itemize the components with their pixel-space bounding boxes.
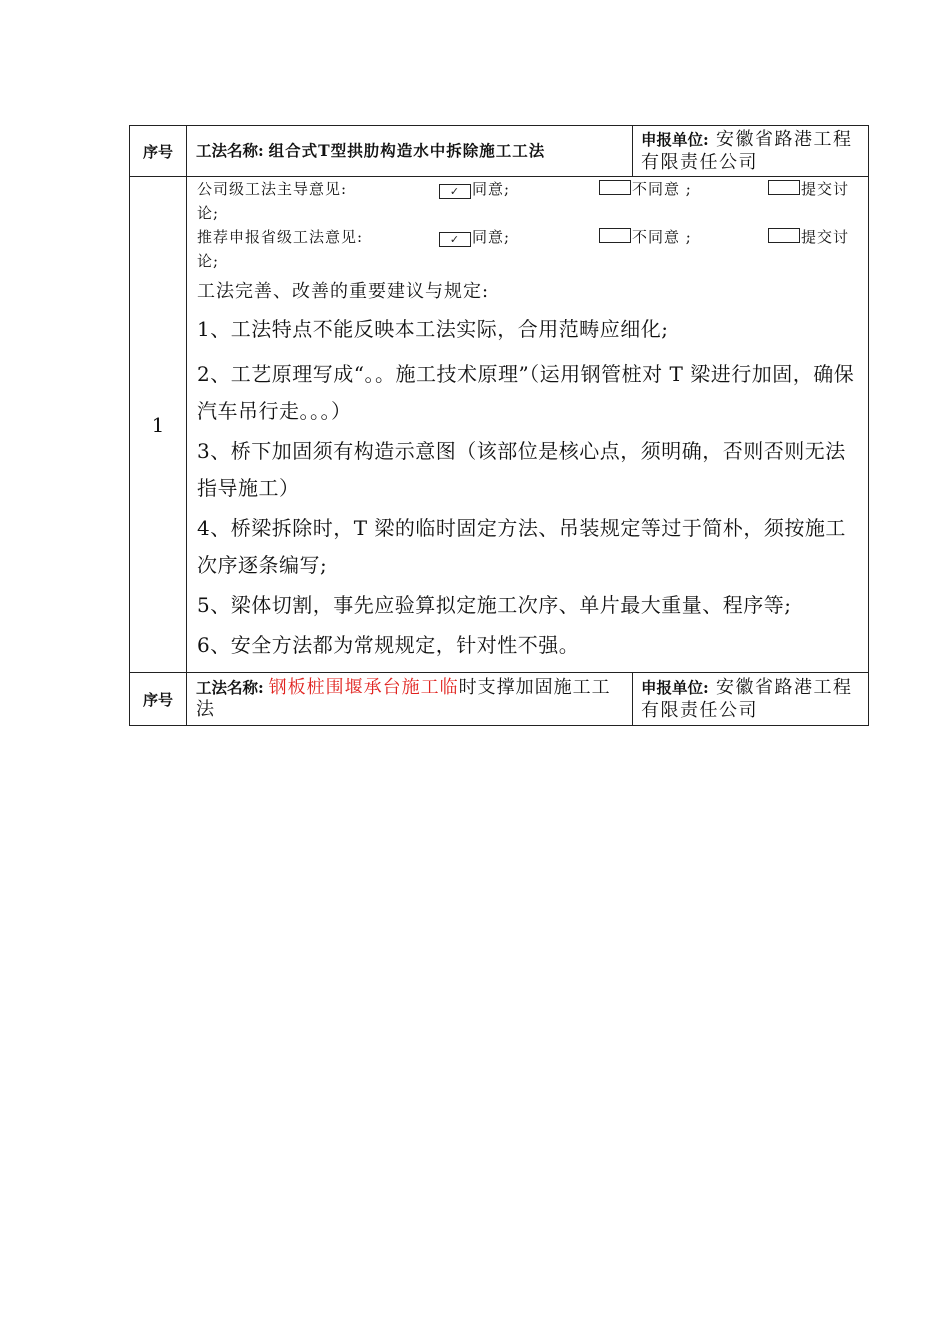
applicant-unit-cell (633, 673, 869, 726)
checkbox-checked-icon[interactable]: ✓ (439, 184, 471, 199)
seq-number: 1 (130, 177, 187, 673)
checkbox-empty-icon[interactable] (599, 228, 631, 243)
applicant-unit-label: 申报单位: (641, 678, 709, 697)
method-name-cell (187, 126, 633, 177)
advice-heading: 工法完善、改善的重要建议与规定: (197, 281, 490, 302)
company-opinion (197, 177, 860, 225)
advice-list (197, 311, 860, 664)
advice-item: 6、安全方法都为常规规定，针对性不强。 (197, 633, 580, 657)
advice-item: 5、梁体切割，事先应验算拟定施工次序、单片最大重量、程序等; (197, 593, 792, 617)
province-agree-option[interactable] (439, 225, 510, 249)
checkbox-checked-icon[interactable]: ✓ (439, 232, 471, 247)
seq-header: 序号 (130, 126, 187, 177)
method-name-rest: 时支撑加固施工工法 (196, 677, 611, 720)
company-discuss-option[interactable] (768, 177, 849, 201)
province-discuss-option[interactable] (768, 225, 849, 249)
checkbox-empty-icon[interactable] (768, 180, 800, 195)
company-opinion-label: 公司级工法主导意见: (197, 180, 348, 198)
method-name-label: 工法名称: (196, 678, 264, 697)
province-discuss-label: 提交讨 (801, 228, 850, 246)
method-name-value: 组合式T型拱肋构造水中拆除施工工法 (268, 141, 546, 160)
advice-item: 2、工艺原理写成“。。施工技术原理”（运用钢管桩对 T 梁进行加固，确保汽车吊行走。。。） (197, 362, 855, 423)
applicant-unit-value: 安徽省路港工程有限责任公司 (641, 677, 853, 721)
province-discuss-wrap: 论; (197, 252, 220, 270)
checkbox-empty-icon[interactable] (768, 228, 800, 243)
method-name-cell (187, 673, 633, 726)
company-discuss-label: 提交讨 (801, 180, 850, 198)
advice-item: 4、桥梁拆除时，T 梁的临时固定方法、吊装规定等过于简朴，须按施工次序逐条编写; (197, 516, 846, 577)
applicant-unit-cell (633, 126, 869, 177)
header-row-1 (130, 126, 869, 177)
applicant-unit-value: 安徽省路港工程有限责任公司 (641, 129, 853, 173)
header-row-2 (130, 673, 869, 726)
province-opinion-label: 推荐申报省级工法意见: (197, 228, 364, 246)
province-disagree-label: 不同意 ; (632, 228, 692, 246)
review-table (129, 125, 869, 726)
detail-row (130, 177, 869, 673)
method-name-highlight: 钢板桩围堰承台施工临 (268, 677, 459, 698)
province-agree-label: 同意; (472, 228, 511, 246)
checkbox-empty-icon[interactable] (599, 180, 631, 195)
company-disagree-label: 不同意 ; (632, 180, 692, 198)
seq-header: 序号 (130, 673, 187, 726)
company-discuss-wrap: 论; (197, 204, 220, 222)
province-disagree-option[interactable] (599, 225, 692, 249)
advice-item: 1、工法特点不能反映本工法实际，合用范畴应细化; (197, 317, 669, 341)
advice-item: 3、桥下加固须有构造示意图（该部位是核心点，须明确，否则否则无法指导施工） (197, 439, 846, 500)
company-agree-option[interactable] (439, 177, 510, 201)
company-agree-label: 同意; (472, 180, 511, 198)
province-opinion (197, 225, 860, 273)
method-name-label: 工法名称: (196, 141, 264, 160)
company-disagree-option[interactable] (599, 177, 692, 201)
opinion-cell (187, 177, 869, 673)
applicant-unit-label: 申报单位: (641, 130, 709, 149)
